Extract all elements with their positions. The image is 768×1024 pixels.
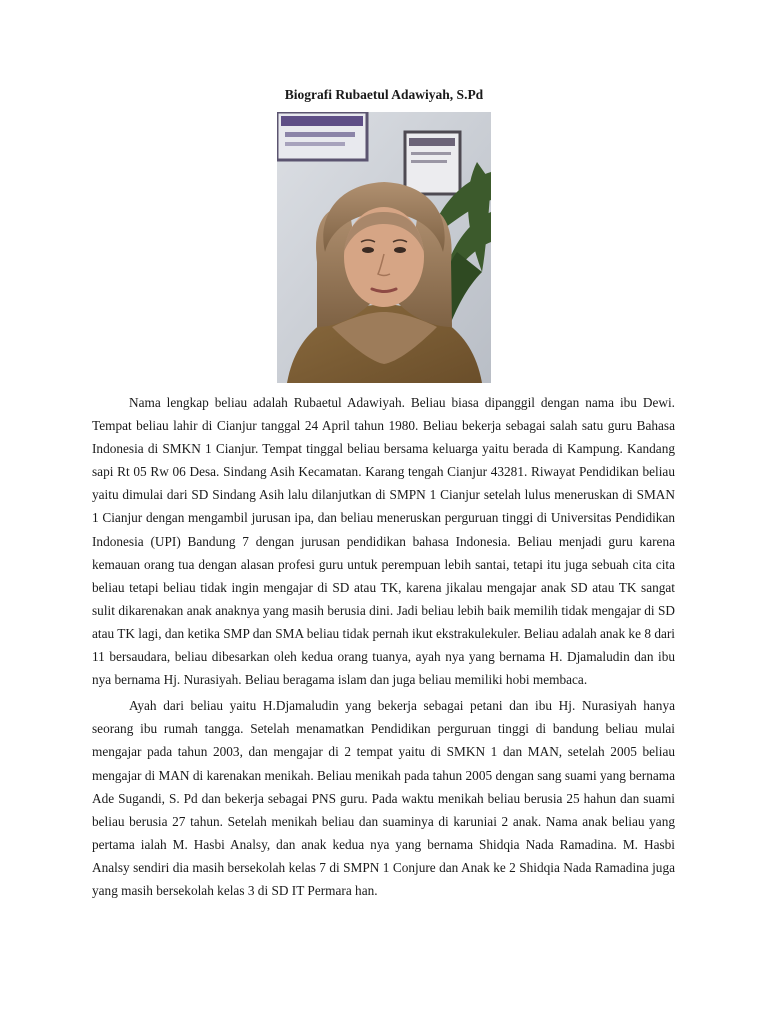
paragraph-2: Ayah dari beliau yaitu H.Djamaludin yang bekerja sebagai petani dan ibu Hj. Nurasiyah hanya seorang ibu rumah tangga. Setelah menamatkan Pendidikan perguruan tinggi di bandung beliau mulai mengajar pada tahun 2003, dan mengajar di 2 tempat yaitu di SMKN 1 dan MAN, setelah 2005 beliau mengajar di MAN di karenakan menikah. Beliau menikah pada tahun 2005 dengan sang suami yang bernama Ade Sugandi, S. Pd dan bekerja sebagai PNS guru. Pada waktu menikah beliau berusia 25 hahun dan suami beliau berusia 27 tahun. Setelah menikah beliau dan suaminya di karuniai 2 anak. Nama anak beliau yang pertama ialah M. Hasbi Analsy, dan anak kedua nya yang bernama Shidqia Nada Ramadina. M. Hasbi Analsy sendiri dia masih bersekolah kelas 7 di SMPN 1 Conjure dan Anak ke 2 Shidqia Nada Ramadina juga yang masih bersekolah kelas 3 di SD IT Permara han. bbox=[92, 698, 675, 898]
biography-body bbox=[92, 391, 675, 905]
portrait-photo-icon bbox=[277, 112, 491, 383]
paragraph-1: Nama lengkap beliau adalah Rubaetul Adawiyah. Beliau biasa dipanggil dengan nama ibu Dewi. Tempat beliau lahir di Cianjur tanggal 24 April tahun 1980. Beliau bekerja sebagai salah satu guru Bahasa Indonesia di SMKN 1 Cianjur. Tempat tinggal beliau bersama keluarga yaitu berada di Kampung. Kandang sapi Rt 05 Rw 06 Desa. Sindang Asih Kecamatan. Karang tengah Cianjur 43281. Riwayat Pendidikan beliau yaitu dimulai dari SD Sindang Asih lalu dilanjutkan di SMPN 1 Cianjur setelah lulus meneruskan di SMAN 1 Cianjur dengan mengambil jurusan ipa, dan beliau meneruskan perguruan tinggi di Universitas Pendidikan Indonesia (UPI) Bandung 7 dengan jurusan pendidikan bahasa Indonesia. Beliau menjadi guru karena kemauan orang tua dengan alasan profesi guru untuk perempuan lebih santai, tetapi itu juga sebuah cita cita beliau tetapi beliau tidak ingin mengajar di SD atau TK, karena jikalau mengajar anak SD atau TK sangat sulit dikarenakan anak anaknya yang masih berusia dini. Jadi beliau lebih baik memilih tidak mengajar di SD atau TK lagi, dan ketika SMP dan SMA beliau tidak pernah ikut ekstrakulekuler. Beliau adalah anak ke 8 dari 11 bersaudara, beliau dibesarkan oleh kedua orang tuanya, ayah nya yang bernama H. Djamaludin dan ibu nya bernama Hj. Nurasiyah. Beliau beragama islam dan juga beliau memiliki hobi membaca. bbox=[92, 395, 675, 688]
document-title: Biografi Rubaetul Adawiyah, S.Pd bbox=[284, 87, 484, 102]
portrait-photo bbox=[277, 112, 491, 383]
